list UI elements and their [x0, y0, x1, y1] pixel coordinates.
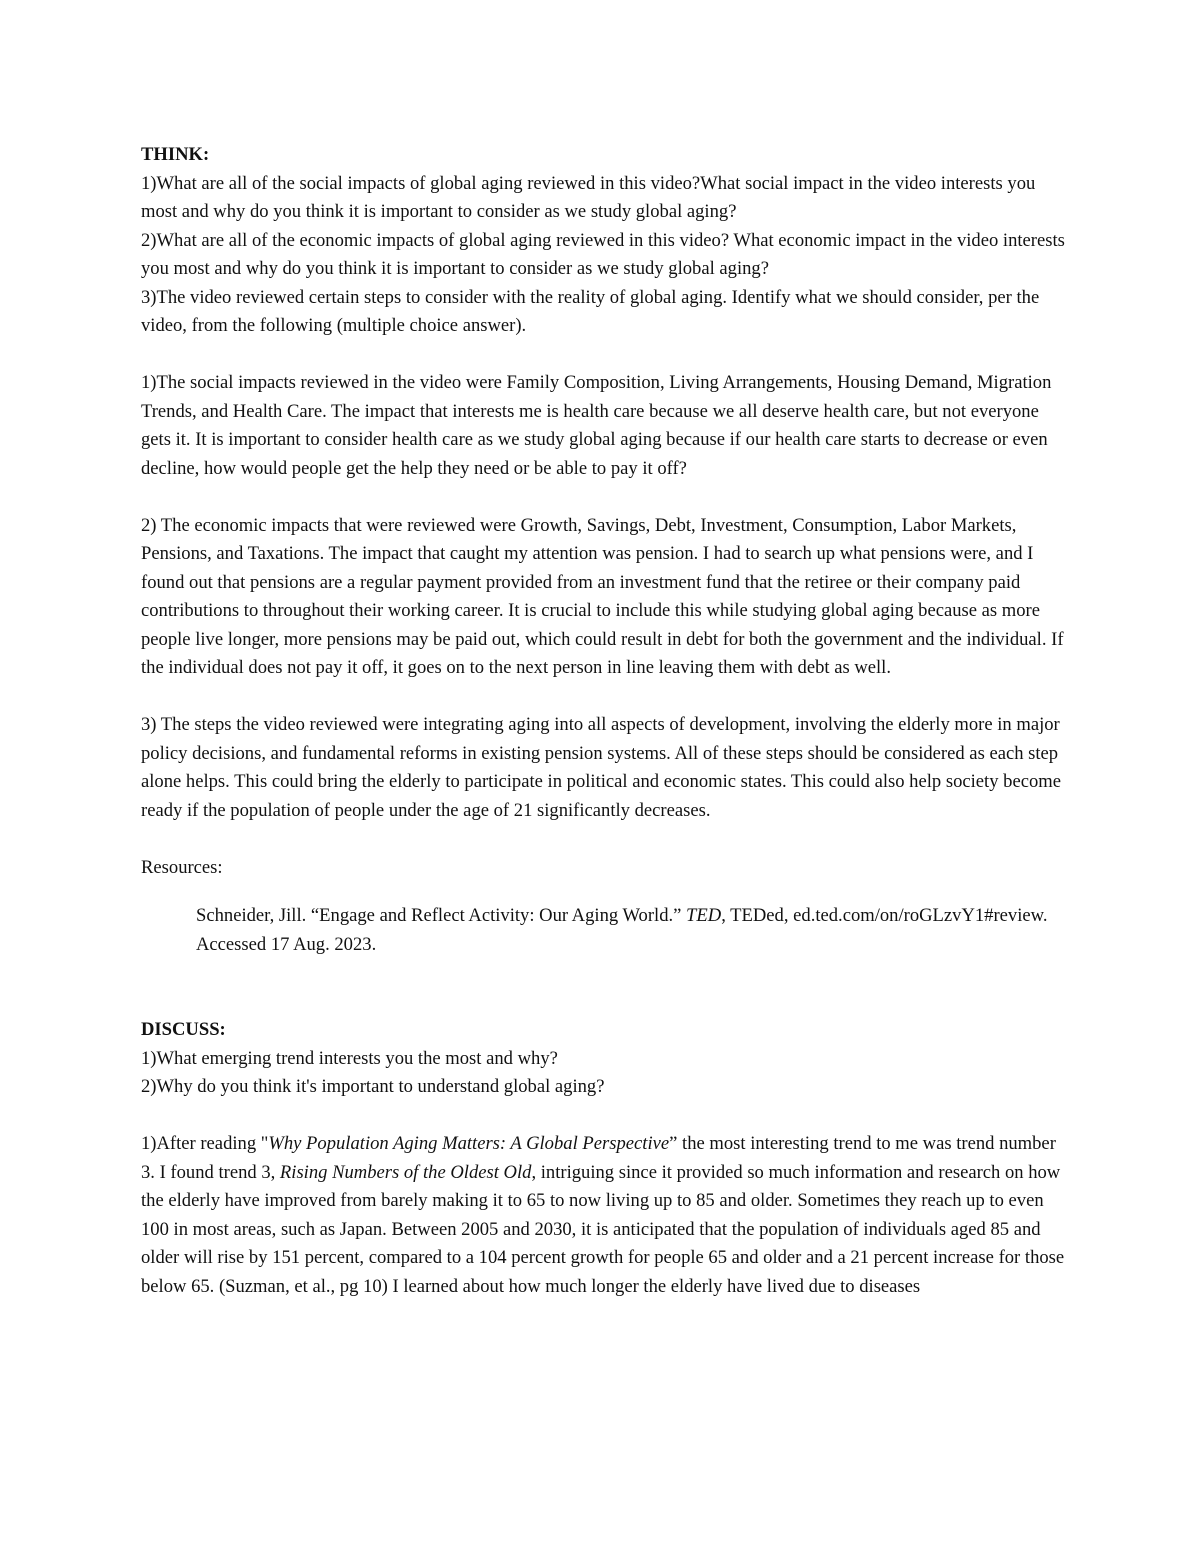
discuss-question-2: 2)Why do you think it's important to understand global aging?	[141, 1076, 605, 1097]
spacer	[141, 882, 1071, 902]
think-answer-2: 2) The economic impacts that were reviewed were Growth, Savings, Debt, Investment, Consumption, Labor Markets, Pensions, and Taxations. The impact that caught my attention was pension. I had to search up what pensions were, and I found out that pensions are a regular payment provided from an investment fund that the retiree or their company paid contributions to throughout their working career. It is crucial to include this while studying global aging because as more people live longer, more pensions may be paid out, which could result in debt for both the government and the individual. If the individual does not pay it off, it goes on to the next person in line leaving them with debt as well.	[141, 514, 1064, 678]
spacer	[141, 341, 1071, 370]
think-heading: THINK:	[141, 144, 210, 165]
trend-title-italic: Rising Numbers of the Oldest Old	[279, 1161, 532, 1183]
spacer	[141, 483, 1071, 512]
think-question-1: 1)What are all of the social impacts of global aging reviewed in this video?What social impact in the video interests you most and why do you think it is important to consider as we study global aging?	[141, 172, 1036, 222]
discuss-answer-text: 1)After reading "	[141, 1133, 269, 1154]
discuss-answer-1	[141, 1130, 1071, 1301]
spacer	[141, 988, 1071, 1017]
think-answer-1: 1)The social impacts reviewed in the video were Family Composition, Living Arrangements, Housing Demand, Migration Trends, and Health Care. The impact that interests me is health care because we all deserve health care, but not everyone gets it. It is important to consider health care as we study global aging because if our health care starts to decrease or even decline, how would people get the help they need or be able to pay it off?	[141, 372, 1052, 479]
think-question-2: 2)What are all of the economic impacts of global aging reviewed in this video? What economic impact in the video interests you most and why do you think it is important to consider as we study global aging?	[141, 229, 1065, 279]
spacer	[141, 1102, 1071, 1131]
citation-text: Schneider, Jill. “Engage and Reflect Activity: Our Aging World.”	[196, 905, 687, 926]
spacer	[141, 959, 1071, 988]
citation-source-italic: TED	[686, 905, 722, 926]
document-page	[141, 141, 1071, 1301]
spacer	[141, 683, 1071, 712]
think-answer-3: 3) The steps the video reviewed were integrating aging into all aspects of development, involving the elderly more in major policy decisions, and fundamental reforms in existing pension systems. All of these steps should be considered as each step alone helps. This could bring the elderly to participate in political and economic states. This could also help society become ready if the population of people under the age of 21 significantly decreases.	[141, 714, 1061, 821]
discuss-answer-text: , intriguing since it provided so much information and research on how the elderly have improved from barely making it to 65 to now living up to 85 and older. Sometimes they reach up to even 100 in most areas, such as Japan. Between 2005 and 2030, it is anticipated that the population of individuals aged 85 and older will rise by 151 percent, compared to a 104 percent growth for people 65 and older and a 21 percent increase for those below 65. (Suzman, et al., pg 10) I learned about how much longer the elderly have lived due to diseases	[141, 1161, 1065, 1297]
think-question-3: 3)The video reviewed certain steps to consider with the reality of global aging. Identify what we should consider, per the video, from the following (multiple choice answer).	[141, 286, 1040, 336]
discuss-heading: DISCUSS:	[141, 1019, 226, 1040]
citation	[141, 902, 1071, 959]
discuss-question-1: 1)What emerging trend interests you the most and why?	[141, 1047, 558, 1069]
citation-text-tail: , TEDed, ed.ted.com/on/roGLzvY1#review. Accessed 17 Aug. 2023.	[196, 905, 1048, 955]
spacer	[141, 825, 1071, 854]
article-title-italic: Why Population Aging Matters: A Global Perspective	[268, 1133, 670, 1154]
resources-label: Resources:	[141, 856, 223, 878]
discuss-answer-text: ” the most interesting trend to me was trend number 3. I found trend 3,	[141, 1133, 1056, 1183]
